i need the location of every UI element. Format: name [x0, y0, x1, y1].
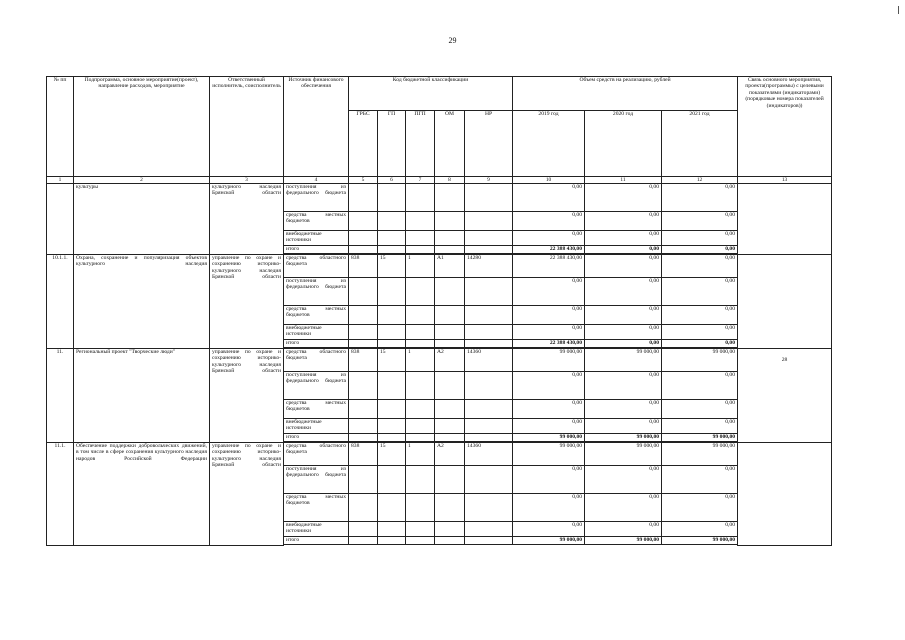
indicator-link-cell [738, 255, 832, 349]
source-federal: поступления из федерального бюджета [284, 372, 349, 400]
column-number: 9 [465, 177, 513, 184]
total-cell: 0,00 [585, 340, 662, 348]
om-cell: А1 [435, 255, 465, 278]
gp-cell: 15 [378, 349, 406, 372]
amount-cell: 0,00 [662, 184, 738, 212]
amount-cell: 0,00 [513, 522, 585, 537]
header-year-2020: 2020 год [585, 111, 662, 177]
total-cell: 99 000,00 [513, 537, 585, 545]
source-extra: внебюджетные источники [284, 325, 349, 340]
grbs-cell: 838 [349, 255, 378, 278]
column-number: 10 [513, 177, 585, 184]
source-federal: поступления из федерального бюджета [284, 184, 349, 212]
amount-cell: 0,00 [513, 466, 585, 494]
source-federal: поступления из федерального бюджета [284, 466, 349, 494]
total-cell: 99 000,00 [662, 537, 738, 545]
source-total: итого [284, 246, 349, 254]
amount-cell: 0,00 [662, 522, 738, 537]
row-executor-cell: управление по охране и сохранению историко-культурного наследия Брянской области [210, 443, 284, 546]
amount-cell: 0,00 [585, 184, 662, 212]
table-row [47, 443, 832, 466]
source-local: средства местных бюджетов [284, 212, 349, 231]
amount-cell: 0,00 [513, 212, 585, 231]
header-om: ОМ [435, 111, 465, 177]
amount-cell: 99 000,00 [662, 349, 738, 372]
source-extra: внебюджетные источники [284, 231, 349, 246]
column-number: 2 [74, 177, 210, 184]
pgp-cell: 1 [406, 443, 435, 466]
nr-cell: 14360 [465, 443, 513, 466]
source-local: средства местных бюджетов [284, 494, 349, 522]
row-name-cell: культуры [74, 184, 210, 255]
column-number: 7 [406, 177, 435, 184]
nr-cell: 14360 [465, 349, 513, 372]
column-number-row [47, 177, 832, 184]
source-extra: внебюджетные источники [284, 522, 349, 537]
amount-cell: 0,00 [513, 494, 585, 522]
amount-cell: 0,00 [585, 522, 662, 537]
amount-cell: 0,00 [662, 372, 738, 400]
amount-cell: 99 000,00 [585, 349, 662, 372]
header-executor: Ответственный исполнитель, соисполнитель [210, 77, 284, 177]
amount-cell: 0,00 [662, 419, 738, 434]
column-number: 13 [738, 177, 832, 184]
row-no-cell: 11.1. [47, 443, 74, 546]
row-executor-cell: управление по охране и сохранению историко-культурного наследия Брянской области [210, 255, 284, 349]
amount-cell: 0,00 [662, 306, 738, 325]
amount-cell: 0,00 [513, 419, 585, 434]
row-executor-cell: культурного наследия Брянской области [210, 184, 284, 255]
amount-cell: 0,00 [585, 494, 662, 522]
pgp-cell: 1 [406, 349, 435, 372]
column-number: 3 [210, 177, 284, 184]
amount-cell: 0,00 [662, 212, 738, 231]
total-cell: 0,00 [662, 246, 738, 254]
amount-cell: 0,00 [513, 400, 585, 419]
amount-cell: 0,00 [585, 400, 662, 419]
amount-cell: 0,00 [513, 184, 585, 212]
gp-cell: 15 [378, 255, 406, 278]
amount-cell: 0,00 [585, 325, 662, 340]
header-year-2019: 2019 год [513, 111, 585, 177]
total-cell: 99 000,00 [585, 434, 662, 442]
source-federal: поступления из федерального бюджета [284, 278, 349, 306]
table-row [47, 255, 832, 278]
budget-table [46, 76, 832, 546]
table-row [47, 349, 832, 372]
source-local: средства местных бюджетов [284, 306, 349, 325]
column-number: 4 [284, 177, 349, 184]
header-source: Источник финансового обеспечения [284, 77, 349, 177]
amount-cell: 0,00 [662, 466, 738, 494]
header-year-2021: 2021 год [662, 111, 738, 177]
amount-cell: 99 000,00 [513, 443, 585, 466]
total-cell: 22 388 430,00 [513, 246, 585, 254]
header-nr: НР [465, 111, 513, 177]
amount-cell: 0,00 [585, 466, 662, 494]
amount-cell: 0,00 [585, 306, 662, 325]
source-local: средства местных бюджетов [284, 400, 349, 419]
table-row [47, 184, 832, 212]
column-number: 11 [585, 177, 662, 184]
grbs-cell: 838 [349, 349, 378, 372]
header-gp: ГП [378, 111, 406, 177]
total-cell: 99 000,00 [662, 434, 738, 442]
amount-cell: 99 000,00 [513, 349, 585, 372]
amount-cell: 0,00 [585, 255, 662, 278]
total-cell: 0,00 [662, 340, 738, 348]
row-no-cell: 10.1.1. [47, 255, 74, 349]
source-total: итого [284, 537, 349, 545]
amount-cell: 99 000,00 [662, 443, 738, 466]
column-number: 1 [47, 177, 74, 184]
column-number: 12 [662, 177, 738, 184]
source-regional: средства областного бюджета [284, 255, 349, 278]
amount-cell: 22 388 430,00 [513, 255, 585, 278]
source-total: итого [284, 434, 349, 442]
source-regional: средства областного бюджета [284, 443, 349, 466]
column-number: 6 [378, 177, 406, 184]
column-number: 8 [435, 177, 465, 184]
amount-cell: 0,00 [662, 325, 738, 340]
row-no-cell [47, 184, 74, 255]
amount-cell: 0,00 [585, 231, 662, 246]
row-name-cell: Региональный проект "Творческие люди" [74, 349, 210, 443]
indicator-link-cell [738, 443, 832, 546]
amount-cell: 99 000,00 [585, 443, 662, 466]
amount-cell: 0,00 [513, 306, 585, 325]
source-regional: средства областного бюджета [284, 349, 349, 372]
om-cell: А2 [435, 349, 465, 372]
gp-cell: 15 [378, 443, 406, 466]
amount-cell: 0,00 [585, 419, 662, 434]
amount-cell: 0,00 [662, 494, 738, 522]
total-cell: 22 388 430,00 [513, 340, 585, 348]
source-extra: внебюджетные источники [284, 419, 349, 434]
header-grbs: ГРБС [349, 111, 378, 177]
header-pgp: ПГП [406, 111, 435, 177]
amount-cell: 0,00 [662, 400, 738, 419]
row-no-cell: 11. [47, 349, 74, 443]
om-cell: А2 [435, 443, 465, 466]
total-cell: 99 000,00 [585, 537, 662, 545]
amount-cell: 0,00 [513, 278, 585, 306]
header-no: № пп [47, 77, 74, 177]
amount-cell: 0,00 [513, 325, 585, 340]
grbs-cell: 838 [349, 443, 378, 466]
amount-cell: 0,00 [585, 372, 662, 400]
header-budget-code: Код бюджетной классификации [349, 77, 513, 111]
amount-cell: 0,00 [662, 278, 738, 306]
indicator-link-cell [738, 184, 832, 255]
total-cell: 0,00 [585, 246, 662, 254]
amount-cell: 0,00 [513, 372, 585, 400]
column-number: 5 [349, 177, 378, 184]
header-name: Подпрограмма, основное мероприятие(проект), направление расходов, мероприятие [74, 77, 210, 177]
amount-cell: 0,00 [585, 278, 662, 306]
total-cell: 99 000,00 [513, 434, 585, 442]
scan-edge-mark [898, 6, 899, 14]
header-volume: Объем средств на реализацию, рублей [513, 77, 738, 111]
row-executor-cell: управление по охране и сохранению историко-культурного наследия Брянской области [210, 349, 284, 443]
amount-cell: 0,00 [585, 212, 662, 231]
row-name-cell: Охрана, сохранение и популяризация объектов культурного наследия [74, 255, 210, 349]
amount-cell: 0,00 [662, 255, 738, 278]
header-indicator-link: Связь основного мероприятия, проекта(программы) с целевыми показателями (индикаторами) (порядковые номера показателей (индикаторов)) [738, 77, 832, 177]
source-total: итого [284, 340, 349, 348]
nr-cell: 14280 [465, 255, 513, 278]
row-name-cell: Обеспечение поддержки добровольческих движений, в том числе в сфере сохранения культурного наследия народов Российской Федерации [74, 443, 210, 546]
amount-cell: 0,00 [662, 231, 738, 246]
amount-cell: 0,00 [513, 231, 585, 246]
pgp-cell: 1 [406, 255, 435, 278]
page-number: 29 [448, 36, 457, 45]
indicator-link-cell: 28 [738, 349, 832, 443]
